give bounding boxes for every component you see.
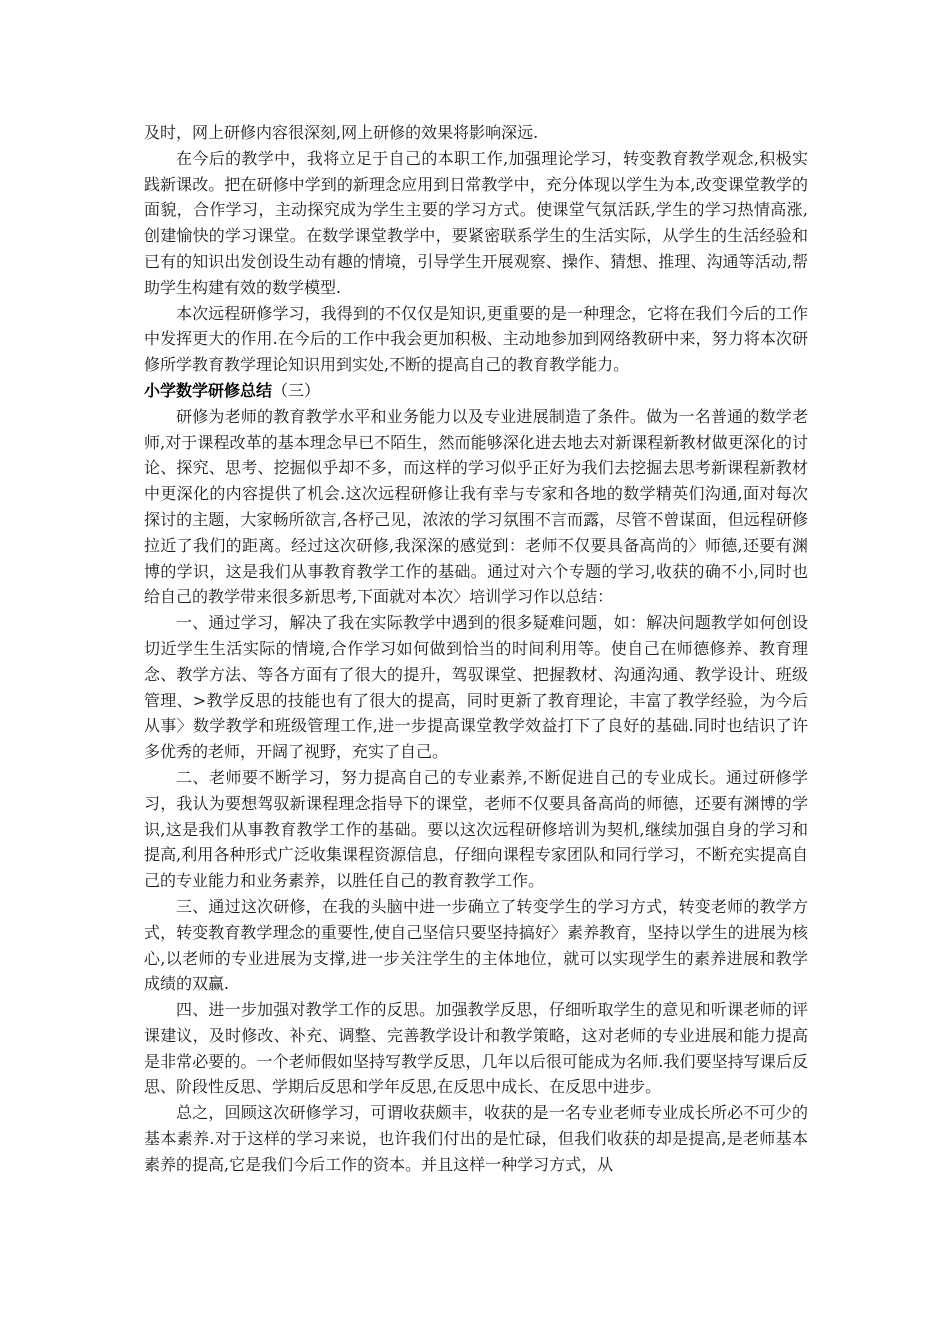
paragraph-continuation: 及时，网上研修内容很深刻,网上研修的效果将影响深远. bbox=[144, 123, 539, 142]
paragraph-point-two: 二、老师要不断学习，努力提高自己的专业素养,不断促进自己的专业成长。通过研修学习，我认为要想驾驭新课程理念指导下的课堂，老师不仅要具备高尚的师德，还要有渊博的学识,这是我们从事教育教学工作的基础。要以这次远程研修培训为契机,继续加强自身的学习和提高,利用各种形式广泛收集课程资源信息，仔细向课程专家团队和同行学习，不断充实提高自己的专业能力和业务素养，以胜任自己的教育教学工作。 bbox=[144, 767, 808, 891]
paragraph-point-three: 三、通过这次研修，在我的头脑中进一步确立了转变学生的学习方式，转变老师的教学方式，转变教育教学理念的重要性,使自己坚信只要坚持搞好〉素养教育，坚持以学生的进展为核心,以老师的专业进展为支撑,进一步关注学生的主体地位，就可以实现学生的素养进展和教学成绩的双赢. bbox=[144, 896, 808, 994]
section-heading bbox=[144, 378, 808, 404]
document-page bbox=[144, 120, 808, 1178]
paragraph-point-four: 四、进一步加强对教学工作的反思。加强教学反思，仔细听取学生的意见和听课老师的评课建议，及时修改、补充、调整、完善教学设计和教学策略，这对老师的专业进展和能力提高是非常必要的。一个老师假如坚持写教学反思，几年以后很可能成为名师.我们要坚持写课后反思、阶段性反思、学期后反思和学年反思,在反思中成长、在反思中进步。 bbox=[144, 1000, 808, 1097]
paragraph-conclusion: 总之，回顾这次研修学习，可谓收获颇丰，收获的是一名专业老师专业成长所必不可少的基本素养.对于这样的学习来说，也许我们付出的是忙碌，但我们收获的却是提高,是老师基本素养的提高,它是我们今后工作的资本。并且这样一种学习方式，从 bbox=[144, 1103, 808, 1174]
paragraph-future-teaching: 在今后的教学中，我将立足于自己的本职工作,加强理论学习，转变教育教学观念,积极实践新课改。把在研修中学到的新理念应用到日常教学中，充分体现以学生为本,改变课堂教学的面貌，合作学习，主动探究成为学生主要的学习方式。使课堂气氛活跃,学生的学习热情高涨,创建愉快的学习课堂。在数学课堂教学中，要紧密联系学生的生活实际，从学生的生活经验和已有的知识出发创设生动有趣的情境，引导学生开展观察、操作、猜想、推理、沟通等活动,帮助学生构建有效的数学模型. bbox=[144, 148, 808, 297]
paragraph-point-one: 一、通过学习，解决了我在实际教学中遇到的很多疑难问题，如：解决问题教学如何创设切近学生生活实际的情境,合作学习如何做到恰当的时间利用等。使自己在师德修养、教育理念、教学方法、等各方面有了很大的提升，驾驭课堂、把握教材、沟通沟通、教学设计、班级管理、>教学反思的技能也有了很大的提高，同时更新了教育理论，丰富了教学经验，为今后从事〉数学教学和班级管理工作,进一步提高课堂教学效益打下了良好的基础.同时也结识了许多优秀的老师，开阔了视野，充实了自己。 bbox=[144, 613, 808, 762]
section-heading-suffix: （三） bbox=[272, 380, 321, 400]
paragraph-remote-study-summary: 本次远程研修学习，我得到的不仅仅是知识,更重要的是一种理念，它将在我们今后的工作中发挥更大的作用.在今后的工作中我会更加积极、主动地参加到网络教研中来，努力将本次研修所学教育教学理论知识用到实处,不断的提高自己的教育教学能力。 bbox=[144, 303, 808, 375]
section-heading-title: 小学数学研修总结 bbox=[144, 380, 273, 400]
paragraph-intro: 研修为老师的教育教学水平和业务能力以及专业进展制造了条件。做为一名普通的数学老师,对于课程改革的基本理念早已不陌生，然而能够深化进去地去对新课程新教材做更深化的讨论、探究、思考、挖掘似乎却不多，而这样的学习似乎正好为我们去挖掘去思考新课程新教材中更深化的内容提供了机会.这次远程研修让我有幸与专家和各地的数学精英们沟通,面对每次探讨的主题，大家畅所欲言,各杼己见，浓浓的学习氛围不言而露，尽管不曾谋面，但远程研修拉近了我们的距离。经过这次研修,我深深的感觉到：老师不仅要具备高尚的〉师德,还要有渊博的学识，这是我们从事教育教学工作的基础。通过对六个专题的学习,收获的确不小,同时也给自己的教学带来很多新思考,下面就对本次〉培训学习作以总结： bbox=[144, 406, 808, 607]
